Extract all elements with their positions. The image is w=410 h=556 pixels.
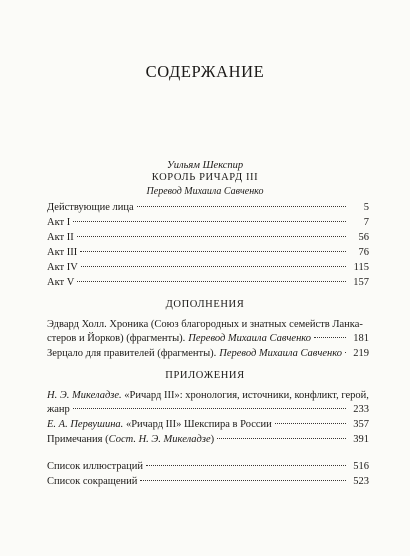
toc-entry-act-3[interactable] [47,246,369,260]
toc-entry-label: Акт II [47,232,74,243]
toc-page-number: 56 [358,232,369,243]
toc-entry-abbreviations[interactable] [47,475,369,489]
toc-entry-label: Акт I [47,217,71,228]
toc-page-number: 181 [353,332,369,344]
toc-entry-text: «Ричард III»: хронология, источники, конфликт, герой, [121,390,369,401]
toc-entry-translator: Перевод Михаила Савченко [188,332,312,344]
toc-entry-author: Е. А. Первушина. [47,419,124,430]
toc-entry-label: Акт III [47,247,78,258]
toc-entry-act-4[interactable] [47,261,369,275]
page-title: СОДЕРЖАНИЕ [145,62,265,81]
toc-entry-label: Список иллюстраций [47,461,143,472]
dot-leader [314,337,346,338]
toc-entry-label: Акт IV [47,262,78,273]
dot-leader [73,408,346,409]
toc-entry-act-2[interactable] [47,231,369,245]
toc-entry-act-5[interactable] [47,276,369,290]
toc-entry-label: Акт V [47,277,75,288]
toc-entry-text: «Ричард III» Шекспира в России [123,419,272,430]
dot-leader [217,438,346,439]
toc-entry-hall-chronicle[interactable] [47,318,369,345]
play-author: Уильям Шекспир [166,160,244,171]
toc-entry-text: ) [210,434,215,445]
toc-page-number: 516 [353,461,369,472]
toc-entry-illustrations[interactable] [47,460,369,474]
toc-entry-compiler: Сост. Н. Э. Микеладзе [108,434,211,445]
toc-entry-label: Действующие лица [47,202,134,213]
dot-leader [80,251,346,252]
toc-entry-label: Список сокращений [47,476,138,487]
toc-entry-text: жанр [47,403,70,415]
dot-leader [140,480,346,481]
toc-page-number: 115 [353,262,369,273]
toc-entry-line: Эдвард Холл. Хроника (Союз благородных и знатных семейств Ланка- [47,319,363,330]
dot-leader [146,465,346,466]
toc-page-number: 7 [363,217,369,228]
section-heading-appendices: ПРИЛОЖЕНИЯ [165,370,245,381]
toc-entry-text: Зерцало для правителей (фрагменты). [47,348,217,359]
dot-leader [77,236,346,237]
section-heading-additions: ДОПОЛНЕНИЯ [165,299,245,310]
toc-page-number: 233 [353,403,369,415]
toc-entry-act-1[interactable] [47,216,369,230]
dot-leader [345,352,346,353]
toc-entry-mirror-for-magistrates[interactable] [47,347,369,361]
dot-leader [275,423,346,424]
toc-page-number: 157 [353,277,369,288]
dot-leader [137,206,346,207]
toc-entry-translator: Перевод Михаила Савченко [219,348,343,359]
toc-entry-pervushina-essay[interactable] [47,418,369,432]
toc-page-number: 391 [353,434,369,445]
dot-leader [77,281,346,282]
toc-page-number: 523 [353,476,369,487]
play-translator: Перевод Михаила Савченко [146,186,264,197]
play-title: КОРОЛЬ РИЧАРД III [151,172,259,183]
toc-page-number: 219 [353,348,369,359]
toc-page-number: 357 [353,419,369,430]
toc-entry-dramatis-personae[interactable] [47,201,369,215]
toc-page-number: 5 [363,202,369,213]
toc-entry-text: стеров и Йорков) (фрагменты). [47,332,186,344]
dot-leader [73,221,346,222]
toc-entry-text: Примечания ( [47,434,109,445]
toc-entry-author: Н. Э. Микеладзе. [47,390,122,401]
toc-entry-mikeladze-essay[interactable] [47,389,369,416]
dot-leader [81,266,346,267]
toc-page-number: 76 [358,247,369,258]
toc-entry-notes[interactable] [47,433,369,447]
